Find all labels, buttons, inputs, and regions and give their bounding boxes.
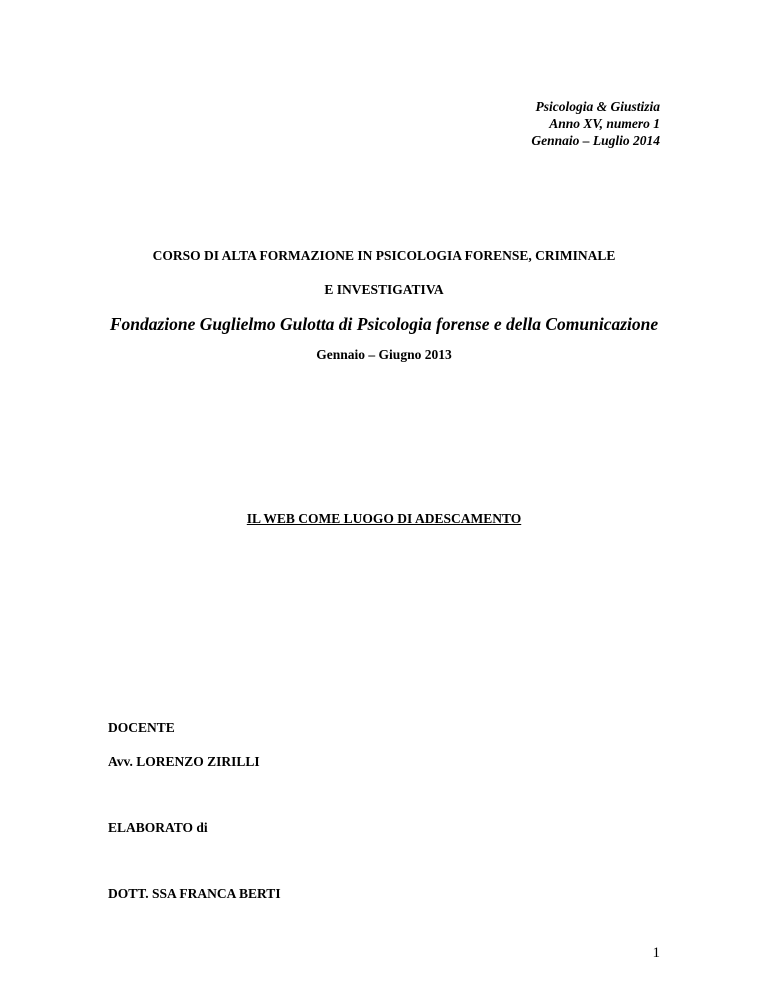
journal-period: Gennaio – Luglio 2014	[531, 133, 660, 148]
course-title-line-1: CORSO DI ALTA FORMAZIONE IN PSICOLOGIA FORENSE, CRIMINALE	[152, 248, 616, 263]
foundation-name: Fondazione Guglielmo Gulotta di Psicologia forense e della Comunicazione	[109, 314, 659, 334]
docente-name: Avv. LORENZO ZIRILLI	[108, 754, 260, 769]
document-title: IL WEB COME LUOGO DI ADESCAMENTO	[246, 511, 522, 526]
course-period: Gennaio – Giugno 2013	[316, 347, 452, 362]
journal-issue: Anno XV, numero 1	[549, 116, 660, 131]
docente-label: DOCENTE	[108, 720, 175, 735]
course-title-line-2: E INVESTIGATIVA	[324, 282, 444, 297]
author-name: DOTT. SSA FRANCA BERTI	[108, 886, 281, 901]
elaborato-label: ELABORATO di	[108, 820, 208, 835]
page-number: 1	[652, 945, 660, 961]
journal-header	[531, 98, 660, 149]
journal-name: Psicologia & Giustizia	[535, 99, 660, 114]
